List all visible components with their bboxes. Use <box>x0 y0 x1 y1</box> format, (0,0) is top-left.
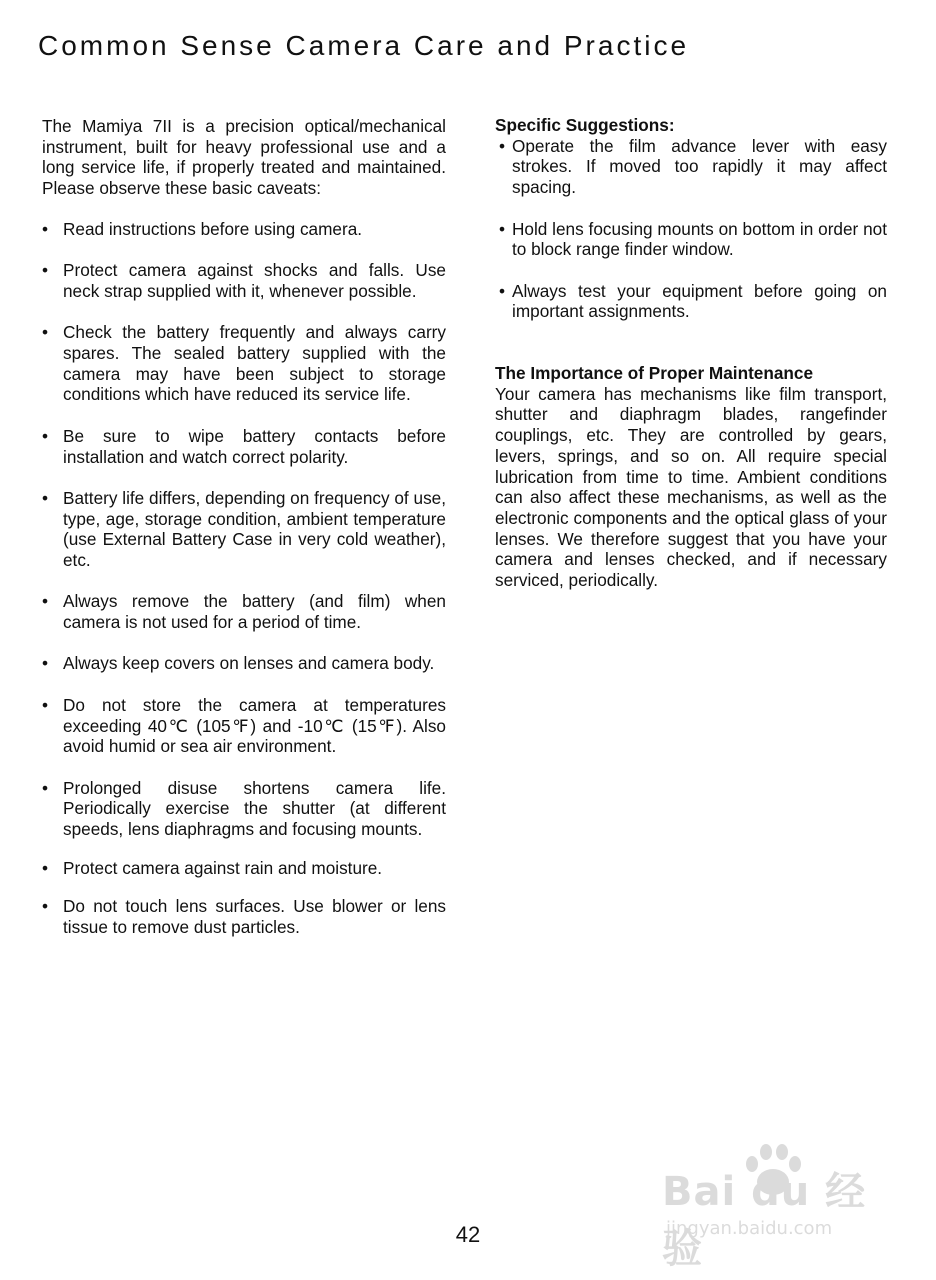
list-item: • Read instructions before using camera. <box>42 218 363 239</box>
bullet-icon: • <box>42 694 49 715</box>
bullet-icon: • <box>42 653 49 674</box>
watermark-logo: Bai du 经验 <box>662 1169 867 1272</box>
list-item: • Operate the film advance lever with easy strokes. If moved too rapidly it may affect spacing. <box>499 135 887 198</box>
bullet-icon: • <box>42 777 49 798</box>
list-item: • Always test your equipment before going on important assignments. <box>499 280 887 322</box>
suggestions-list <box>495 136 887 322</box>
bullet-icon: • <box>42 487 49 508</box>
page-number: 42 <box>455 1222 481 1247</box>
maintenance-paragraph: Your camera has mechanisms like film transport, shutter and diaphragm blades, rangefinder couplings, etc. They are controlled by gears, levers, springs, and so on. All require special lubrication from time to time. Ambient conditions can also affect these mechanisms, as well as the electronic components and the optical glass of your lenses. We therefore suggest that you have your camera and lenses checked, and if necessary serviced, periodically. <box>495 383 887 591</box>
bullet-icon: • <box>42 425 49 446</box>
list-item: • Protect camera against shocks and falls. Use neck strap supplied with it, whenever possible. <box>42 260 446 301</box>
bullet-icon: • <box>42 322 49 343</box>
bullet-icon: • <box>42 857 49 878</box>
list-item: • Hold lens focusing mounts on bottom in order not to block range finder window. <box>499 218 887 260</box>
bullet-icon: • <box>499 280 506 301</box>
list-item: • Be sure to wipe battery contacts before installation and watch correct polarity. <box>42 425 446 467</box>
bullet-icon: • <box>499 218 506 239</box>
bullet-icon: • <box>42 896 49 917</box>
list-item: • Battery life differs, depending on frequency of use, type, age, storage condition, ambient temperature (use External Battery Case in very cold weather), etc. <box>42 487 446 570</box>
maintenance-section <box>495 363 887 591</box>
list-item: • Always keep covers on lenses and camera body. <box>42 653 435 674</box>
intro-paragraph: The Mamiya 7II is a precision optical/mechanical instrument, built for heavy professional use and a long service life, if properly treated and maintained. Please observe these basic caveats: <box>42 116 446 199</box>
list-item: • Do not touch lens surfaces. Use blower or lens tissue to remove dust particles. <box>42 896 446 938</box>
maintenance-heading: The Importance of Proper Maintenance <box>495 363 814 383</box>
list-item: • Prolonged disuse shortens camera life. Periodically exercise the shutter (at different speeds, lens diaphragms and focusing mounts. <box>42 777 446 840</box>
right-column <box>495 115 887 591</box>
suggestions-heading: Specific Suggestions: <box>495 115 675 135</box>
caveats-list <box>42 219 446 938</box>
list-item: • Protect camera against rain and moisture. <box>42 857 383 878</box>
list-item: • Check the battery frequently and always carry spares. The sealed battery supplied with the camera may have been subject to storage conditions which have reduced its service life. <box>42 322 446 405</box>
page-title: Common Sense Camera Care and Practice <box>38 30 690 61</box>
watermark-url: jingyan.baidu.com <box>666 1218 833 1239</box>
list-item: • Do not store the camera at temperatures exceeding 40℃ (105℉) and -10℃ (15℉). Also avoid humid or sea air environment. <box>42 694 446 757</box>
left-column <box>42 116 446 959</box>
bullet-icon: • <box>42 218 49 239</box>
bullet-icon: • <box>42 591 49 612</box>
list-item: • Always remove the battery (and film) when camera is not used for a period of time. <box>42 591 446 633</box>
bullet-icon: • <box>499 135 506 156</box>
bullet-icon: • <box>42 260 49 281</box>
